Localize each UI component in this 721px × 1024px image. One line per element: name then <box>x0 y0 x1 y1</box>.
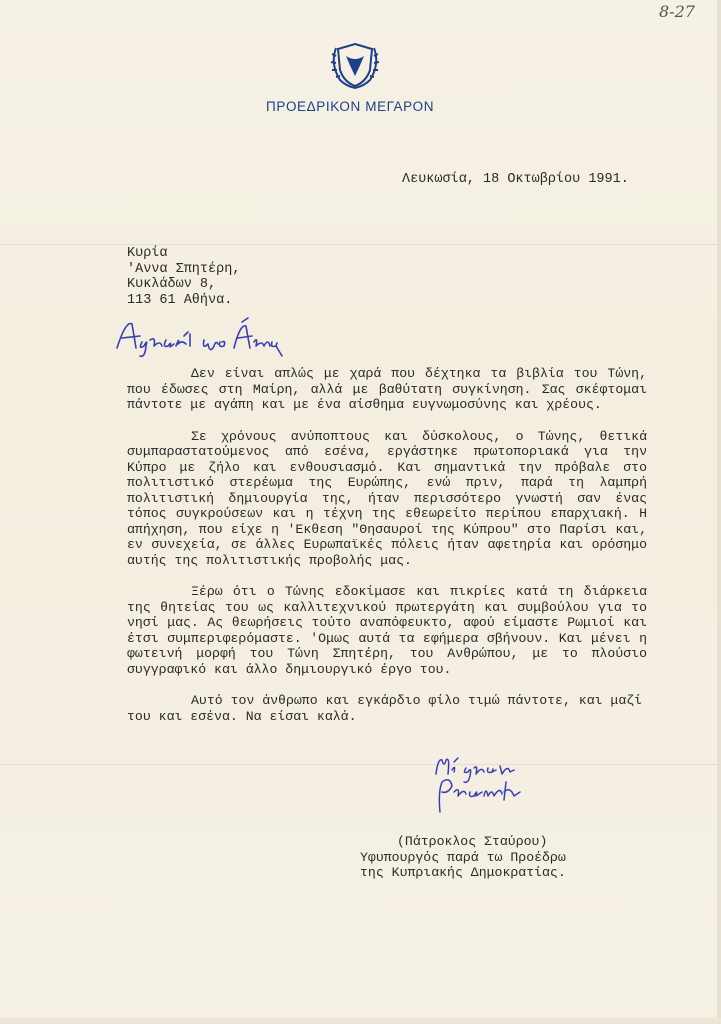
recipient-line: 'Αννα Σπητέρη, <box>127 261 241 277</box>
body-paragraph: Αυτό τον άνθρωπο και εγκάρδιο φίλο τιμώ πάντοτε, και μαζί του και εσένα. Να είσαι καλά. <box>127 693 643 724</box>
recipient-line: Κυρία <box>127 246 168 261</box>
body-paragraph: Σε χρόνους ανύποπτους και δύσκολους, ο Τώνης, θετικά συμπαραστατούμενος από εσένα, εργάστηκε πρωτοποριακά για την Κύπρο με ζήλο και ενθουσιασμό. Και σημαντικά την πρόβαλε στο πολιτιστικό στερέωμα της Ευρώπης, ενώ πριν, παρά τη λαμπρή πολιτιστική δημιουργία της, ήταν περισσότερο γνωστή σαν ένας τόπος συγκρούσεων και η τέχνη της εθεωρείτο περίπου επαρχιακή. Η απήχηση, που είχε η 'Εκθεση "Θησαυροί της Κύπρου" στο Παρίσι και, εν συνεχεία, σε άλλες Ευρωπαϊκές πόλεις ήταν αφετηρία και ορόσημο αυτής της πολιτιστικής προβολής μας. <box>127 428 647 568</box>
handwritten-signature <box>430 752 530 816</box>
date-line: Λευκωσία, 18 Οκτωβρίου 1991. <box>402 172 629 187</box>
letterhead-title: ΠΡΟΕΔΡΙΚΟΝ ΜΕΓΑΡΟΝ <box>266 99 435 114</box>
handwritten-salutation <box>112 316 292 360</box>
letter-body <box>127 366 647 740</box>
body-paragraph: Δεν είναι απλώς με χαρά που δέχτηκα τα βιβλία του Τώνη, που έδωσες στη Μαίρη, αλλά με βαθύτατη συγκίνηση. Σας σκέφτομαι πάντοτε με αγάπη και με ένα αίσθημα ευγνωμοσύνης και χρέους. <box>127 366 647 412</box>
recipient-address <box>127 246 240 308</box>
signatory-title: Υφυπουργός παρά τω Προέδρω <box>360 849 566 865</box>
paper-edge <box>0 1018 721 1024</box>
signatory-title: της Κυπριακής Δημοκρατίας. <box>360 865 566 880</box>
signatory-name: (Πάτροκλος Σταύρου) <box>397 834 548 849</box>
recipient-line: Κυκλάδων 8, <box>127 277 217 292</box>
body-paragraph: Ξέρω ότι ο Τώνης εδοκίμασε και πικρίες κατά τη διάρκεια της θητείας του ως καλλιτεχνικού πρωτεργάτη και συμβούλου για το νησί μας. Ας θεωρήσεις τούτο αναπόφευκτο, αφού είμαστε Ρωμιοί και έτσι συμπεριφερόμαστε. 'Ομως αυτά τα εφήμερα σβήνουν. Και μένει η φωτεινή μορφή του Τώνη Σπητέρη, του Ανθρώπου, με το πλούσιο συγγραφικό και άλλο δημιουργικό έργο του. <box>127 584 647 677</box>
paper-fold-line <box>0 244 721 246</box>
recipient-line: 113 61 Αθήνα. <box>127 292 233 308</box>
paper-edge <box>717 0 721 1024</box>
paper-fold-line <box>0 764 721 766</box>
cyprus-coat-of-arms-icon <box>328 40 382 90</box>
signatory-block <box>360 834 566 881</box>
archive-mark: 8-27 <box>659 2 695 21</box>
